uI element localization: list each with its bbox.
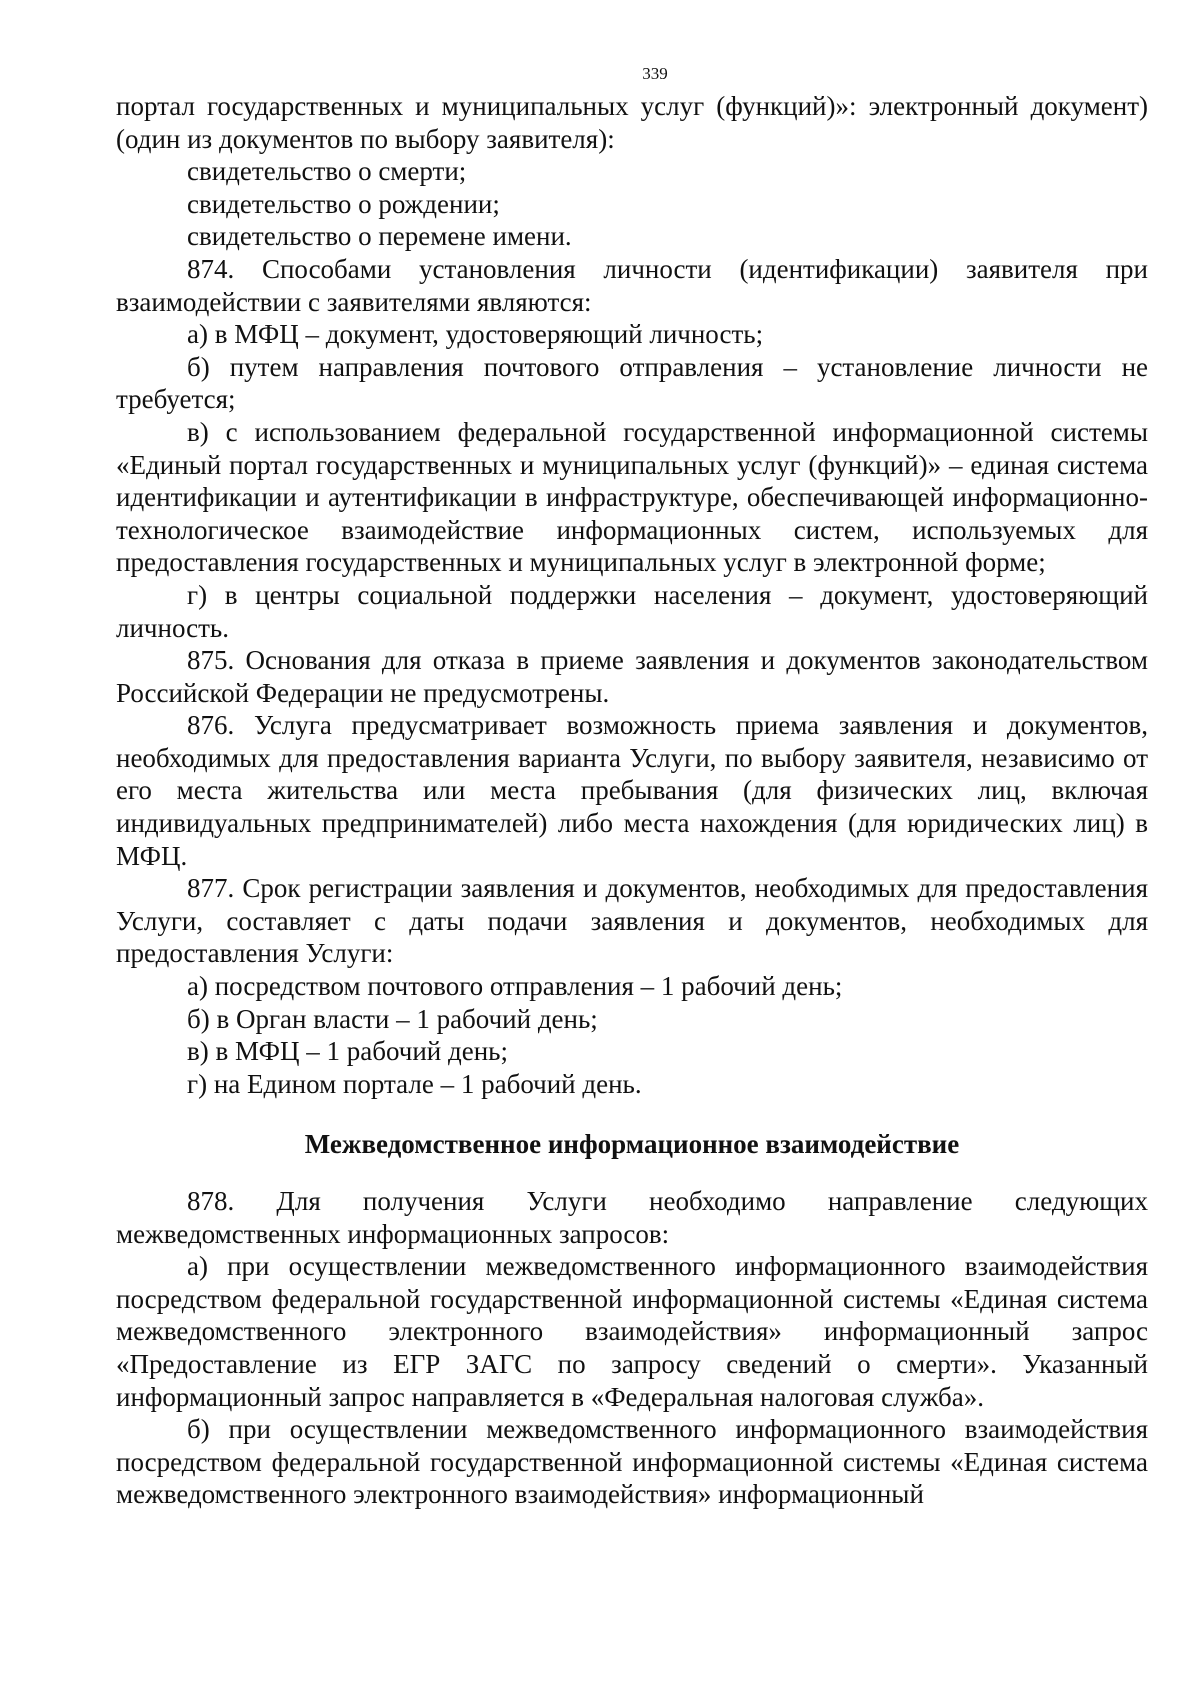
top-section (116, 90, 1148, 1100)
paragraph-continuation: портал государственных и муниципальных услуг (функций)»: электронный документ) (один из документов по выбору заявителя): (116, 91, 1148, 154)
clause-874: 874. Способами установления личности (идентификации) заявителя при взаимодействии с заявителями являются: (116, 253, 1148, 317)
clause-878-b: б) при осуществлении межведомственного информационного взаимодействия посредством федеральной государственной информационной системы «Единая система межведомственного электронного взаимодействия» информационный (116, 1414, 1148, 1510)
clause-878-a: а) при осуществлении межведомственного информационного взаимодействия посредством федеральной государственной информационной системы «Единая система межведомственного электронного взаимодействия» информационный запрос «Предоставление из ЕГР ЗАГС по запросу сведений о смерти». Указанный информационный запрос направляется в «Федеральная налоговая служба». (116, 1251, 1148, 1412)
bottom-section (116, 1185, 1148, 1511)
page-number: 339 (642, 64, 668, 83)
clause-874-b: б) путем направления почтового отправления – установление личности не требуется; (116, 351, 1148, 415)
clause-874-a: а) в МФЦ – документ, удостоверяющий личность; (187, 319, 764, 350)
list-item-death-certificate: свидетельство о смерти; (187, 156, 467, 187)
clause-875: 875. Основания для отказа в приеме заявления и документов законодательством Российской Федерации не предусмотрены. (116, 645, 1148, 708)
clause-874-g: г) в центры социальной поддержки населения – документ, удостоверяющий личность. (116, 579, 1148, 643)
clause-877-v: в) в МФЦ – 1 рабочий день; (187, 1036, 508, 1067)
section-heading: Межведомственное информационное взаимодействие (304, 1129, 960, 1160)
clause-874-v: в) с использованием федеральной государственной информационной системы «Единый портал государственных и муниципальных услуг (функций)» – единая система идентификации и аутентификации в инфраструктуре, обеспечивающей информационно-технологическое взаимодействие информационных систем, используемых для предоставления государственных и муниципальных услуг в электронной форме; (116, 416, 1148, 578)
clause-876: 876. Услуга предусматривает возможность приема заявления и документов, необходимых для предоставления варианта Услуги, по выбору заявителя, независимо от его места жительства или места пребывания (для физических лиц, включая индивидуальных предпринимателей) либо места нахождения (для юридических лиц) в МФЦ. (116, 710, 1148, 871)
document-page (116, 62, 1148, 1511)
clause-877-a: а) посредством почтового отправления – 1 рабочий день; (187, 971, 843, 1002)
clause-877-b: б) в Орган власти – 1 рабочий день; (187, 1003, 598, 1034)
clause-878: 878. Для получения Услуги необходимо направление следующих межведомственных информационных запросов: (116, 1186, 1148, 1249)
list-item-birth-certificate: свидетельство о рождении; (187, 188, 500, 219)
clause-877: 877. Срок регистрации заявления и документов, необходимых для предоставления Услуги, составляет с даты подачи заявления и документов, необходимых для предоставления Услуги: (116, 873, 1148, 969)
list-item-name-change-certificate: свидетельство о перемене имени. (187, 221, 572, 252)
clause-877-g: г) на Едином портале – 1 рабочий день. (187, 1068, 642, 1099)
